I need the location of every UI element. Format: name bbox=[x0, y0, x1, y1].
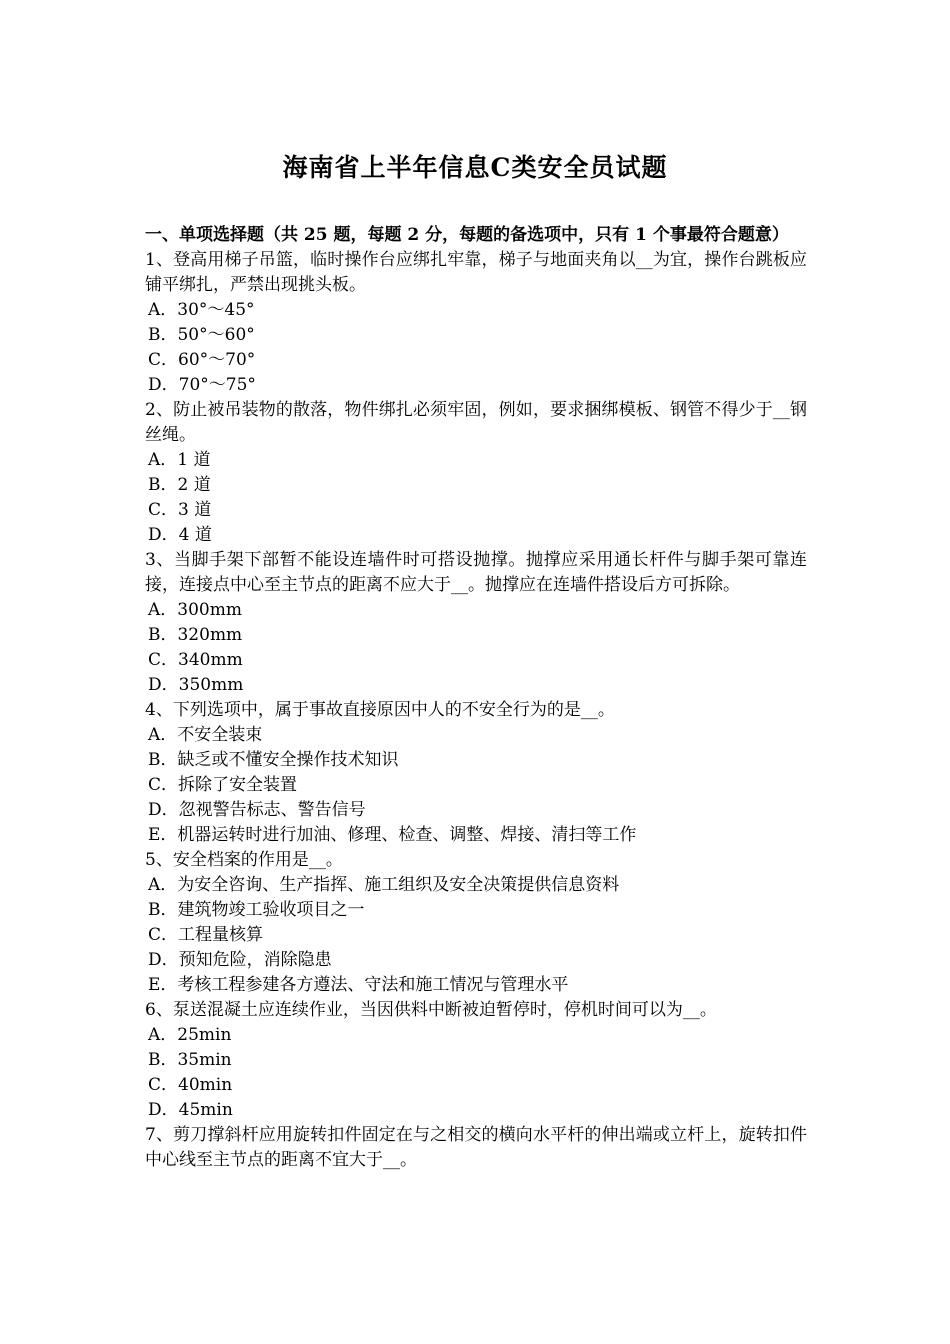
answer-option: A．300mm bbox=[148, 600, 242, 620]
answer-option: D．4 道 bbox=[148, 525, 212, 545]
question-text: 4、下列选项中，属于事故直接原因中人的不安全行为的是__。 bbox=[145, 700, 615, 720]
answer-option: A．1 道 bbox=[148, 450, 211, 470]
answer-option: B．35min bbox=[148, 1050, 232, 1070]
answer-option: B．缺乏或不懂安全操作技术知识 bbox=[148, 750, 399, 770]
question-text: 5、安全档案的作用是__。 bbox=[145, 850, 343, 870]
answer-option: B．50°～60° bbox=[148, 325, 255, 345]
answer-option: B．建筑物竣工验收项目之一 bbox=[148, 900, 365, 920]
section-heading: 一、单项选择题（共 25 题，每题 2 分，每题的备选项中，只有 1 个事最符合题意） bbox=[145, 225, 789, 245]
question-text: 2、防止被吊装物的散落，物件绑扎必须牢固，例如，要求捆绑模板、钢管不得少于__钢丝绳。 bbox=[145, 400, 807, 445]
document-title: 海南省上半年信息C类安全员试题 bbox=[282, 153, 668, 182]
answer-option: A．为安全咨询、生产指挥、施工组织及安全决策提供信息资料 bbox=[148, 875, 620, 895]
question-text: 3、当脚手架下部暂不能设连墙件时可搭设抛撑。抛撑应采用通长杆件与脚手架可靠连接，连接点中心至主节点的距离不应大于__。抛撑应在连墙件搭设后方可拆除。 bbox=[145, 550, 807, 595]
answer-option: A．25min bbox=[148, 1025, 232, 1045]
answer-option: C．40min bbox=[148, 1075, 233, 1095]
answer-option: B．320mm bbox=[148, 625, 243, 645]
question-list bbox=[145, 248, 807, 1173]
question-text: 6、泵送混凝土应连续作业，当因供料中断被迫暂停时，停机时间可以为__。 bbox=[145, 1000, 717, 1020]
answer-option: C．340mm bbox=[148, 650, 243, 670]
answer-option: C．拆除了安全装置 bbox=[148, 775, 298, 795]
answer-option: A．不安全装束 bbox=[148, 725, 263, 745]
answer-option: D．70°～75° bbox=[148, 375, 256, 395]
answer-option: C．60°～70° bbox=[148, 350, 256, 370]
answer-option: C．工程量核算 bbox=[148, 925, 264, 945]
answer-option: B．2 道 bbox=[148, 475, 211, 495]
answer-option: C．3 道 bbox=[148, 500, 212, 520]
answer-option: A．30°～45° bbox=[148, 300, 255, 320]
answer-option: E．机器运转时进行加油、修理、检查、调整、焊接、清扫等工作 bbox=[148, 825, 637, 845]
answer-option: E．考核工程参建各方遵法、守法和施工情况与管理水平 bbox=[148, 975, 569, 995]
answer-option: D．45min bbox=[148, 1100, 233, 1120]
answer-option: D．350mm bbox=[148, 675, 244, 695]
question-text: 1、登高用梯子吊篮，临时操作台应绑扎牢靠，梯子与地面夹角以__为宜，操作台跳板应铺平绑扎，严禁出现挑头板。 bbox=[145, 250, 807, 295]
answer-option: D．忽视警告标志、警告信号 bbox=[148, 800, 366, 820]
answer-option: D．预知危险，消除隐患 bbox=[148, 950, 332, 970]
document-body bbox=[145, 223, 807, 1173]
question-text: 7、剪刀撑斜杆应用旋转扣件固定在与之相交的横向水平杆的伸出端或立杆上，旋转扣件中心线至主节点的距离不宜大于__。 bbox=[145, 1125, 807, 1170]
